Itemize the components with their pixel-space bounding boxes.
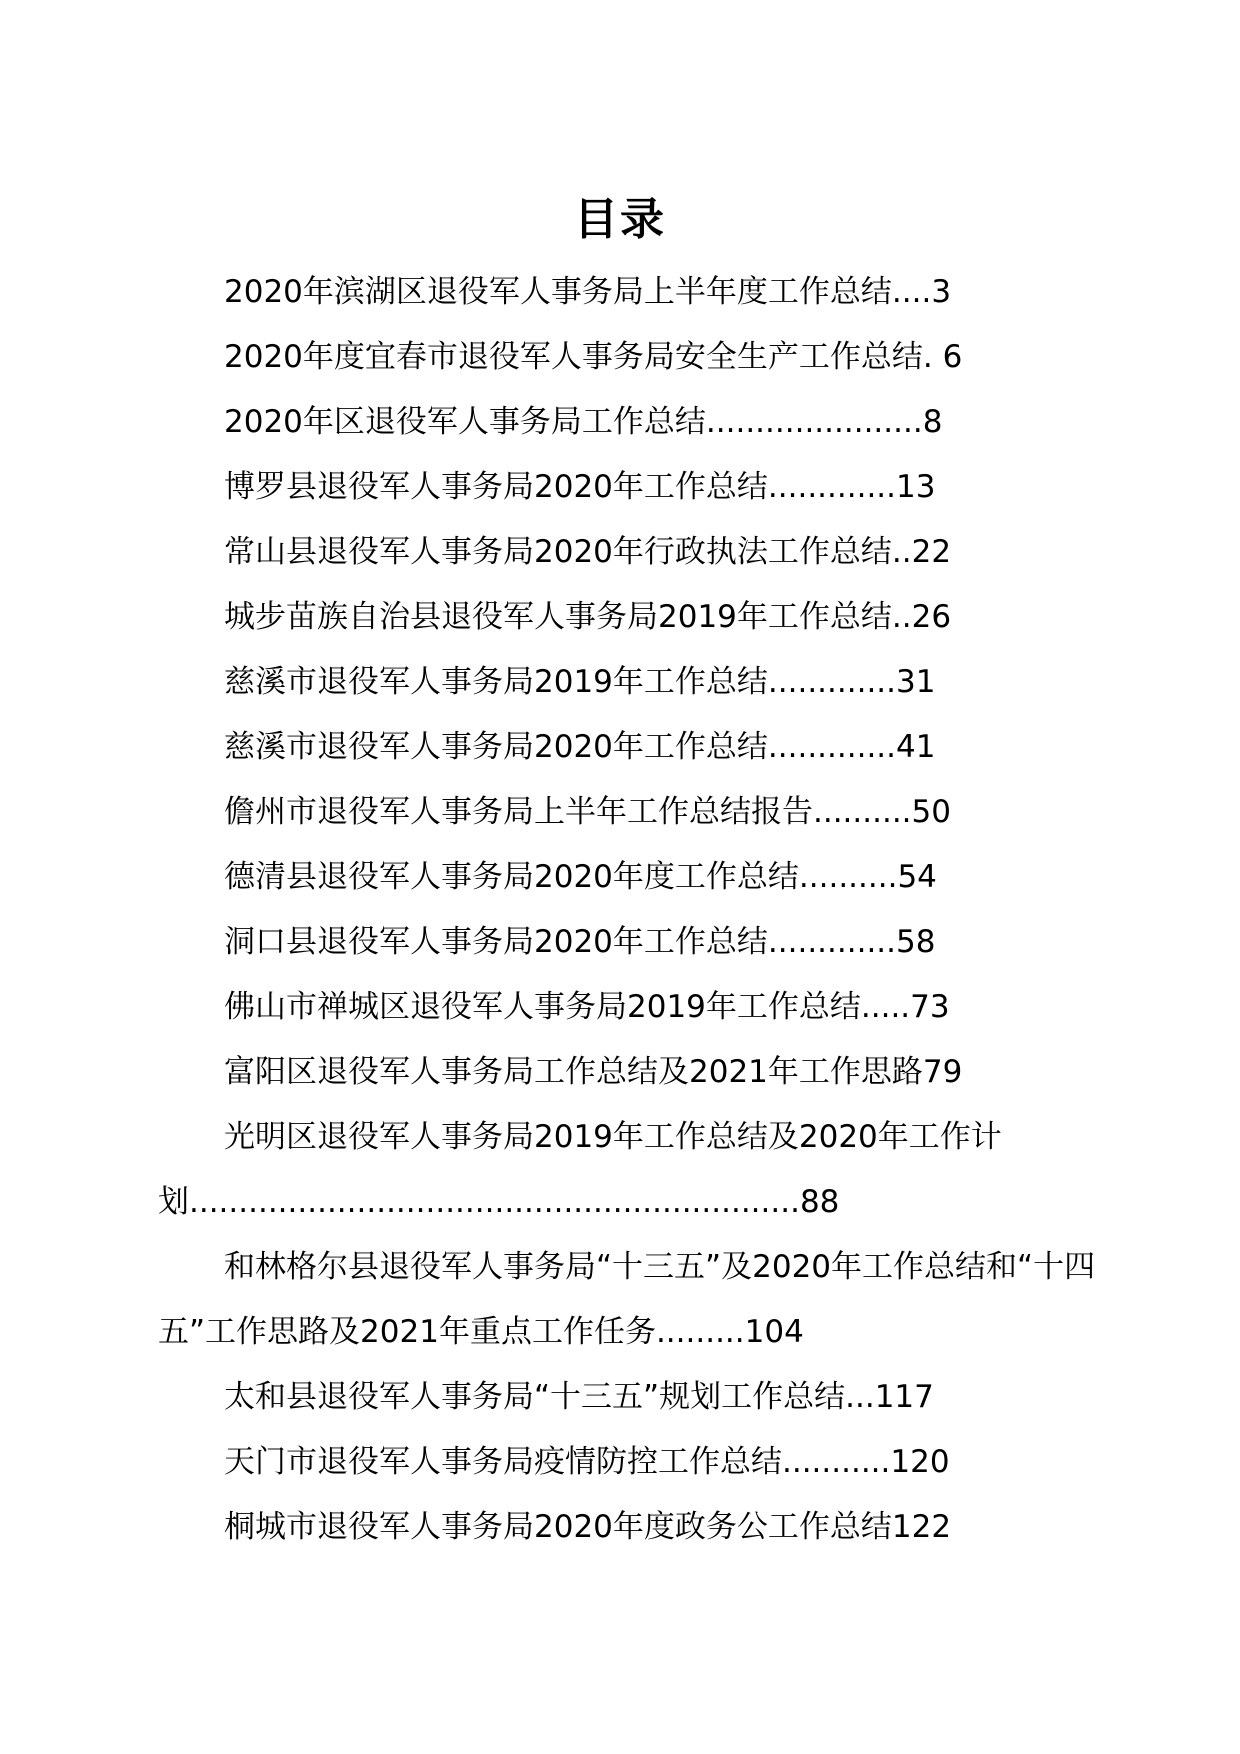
toc-entry[interactable] xyxy=(158,1235,1098,1365)
toc-entry-leader: .... xyxy=(891,274,932,310)
toc-entry-leader: .......... xyxy=(798,859,898,895)
toc-entry-title: 2020年度宜春市退役军人事务局安全生产工作总结 xyxy=(224,339,923,375)
toc-entry-leader: ............. xyxy=(767,664,897,700)
toc-entry-leader: ............. xyxy=(767,729,897,765)
toc-entry-title: 2020年区退役军人事务局工作总结 xyxy=(224,404,706,440)
toc-entry-leader: ... xyxy=(845,1379,875,1415)
toc-entry[interactable] xyxy=(158,780,1098,845)
toc-entry-title: 天门市退役军人事务局疫情防控工作总结 xyxy=(224,1444,782,1480)
toc-entry-leader: ......... xyxy=(655,1314,745,1350)
toc-entry-leader: .............................................................. xyxy=(189,1184,800,1220)
toc-entry-leader: ............. xyxy=(767,924,897,960)
toc-entry-page: 13 xyxy=(896,469,936,505)
toc-entry-page: 6 xyxy=(942,339,963,375)
toc-entry-title: 儋州市退役军人事务局上半年工作总结报告 xyxy=(224,794,813,830)
toc-entry-page: 50 xyxy=(911,794,951,830)
toc-entry[interactable] xyxy=(158,910,1098,975)
toc-entry-title: 佛山市禅城区退役军人事务局2019年工作总结 xyxy=(224,989,861,1025)
toc-entry-page: 73 xyxy=(910,989,950,1025)
toc-entry-leader: .......... xyxy=(813,794,912,830)
toc-entry-page: 26 xyxy=(911,599,952,635)
toc-entry-title: 常山县退役军人事务局2020年行政执法工作总结 xyxy=(224,534,892,570)
toc-entry-page: 22 xyxy=(911,534,952,570)
toc-entry[interactable] xyxy=(158,390,1098,455)
toc-entry-leader: ............. xyxy=(767,469,897,505)
toc-entry-page: 79 xyxy=(922,1054,963,1090)
toc-entry[interactable] xyxy=(158,1105,1098,1235)
toc-entry-page: 54 xyxy=(897,859,937,895)
toc-entry-title: 和林格尔县退役军人事务局“十三五”及2020年工作总结和“十四五”工作思路及2021年重点工作任务 xyxy=(158,1249,1096,1350)
toc-entry-title: 博罗县退役军人事务局2020年工作总结 xyxy=(224,469,768,505)
toc-entry-page: 58 xyxy=(896,924,936,960)
toc-entry[interactable] xyxy=(158,260,1098,325)
toc-entry[interactable] xyxy=(158,975,1098,1040)
toc-entry[interactable] xyxy=(158,325,1098,390)
toc-entry-title: 富阳区退役军人事务局工作总结及2021年工作思路 xyxy=(224,1054,923,1090)
toc-entry-title: 德清县退役军人事务局2020年度工作总结 xyxy=(224,859,799,895)
toc-entry-page: 88 xyxy=(799,1184,840,1220)
toc-entry[interactable] xyxy=(158,650,1098,715)
toc-entry-title: 洞口县退役军人事务局2020年工作总结 xyxy=(224,924,768,960)
toc-entry-title: 慈溪市退役军人事务局2020年工作总结 xyxy=(224,729,768,765)
toc-entry-page: 104 xyxy=(744,1314,804,1350)
toc-entry[interactable] xyxy=(158,520,1098,585)
toc-entry-title: 慈溪市退役军人事务局2019年工作总结 xyxy=(224,664,768,700)
toc-entry[interactable] xyxy=(158,455,1098,520)
toc-entry[interactable] xyxy=(158,585,1098,650)
toc-entry-leader: .. xyxy=(891,534,912,570)
toc-entry-leader: ........... xyxy=(782,1444,891,1480)
toc-entry-page: 122 xyxy=(891,1509,952,1545)
toc-entry[interactable] xyxy=(158,1365,1098,1430)
toc-entry-title: 桐城市退役军人事务局2020年度政务公工作总结 xyxy=(224,1509,892,1545)
toc-entry-page: 8 xyxy=(922,404,943,440)
toc-list xyxy=(158,260,1098,1560)
toc-entry-page: 41 xyxy=(896,729,936,765)
toc-entry-page: 117 xyxy=(874,1379,934,1415)
toc-entry[interactable] xyxy=(158,715,1098,780)
toc-entry-leader: ..... xyxy=(860,989,911,1025)
toc-entry[interactable] xyxy=(158,1495,1098,1560)
toc-entry-leader: .. xyxy=(891,599,912,635)
toc-entry[interactable] xyxy=(158,1430,1098,1495)
toc-entry-page: 31 xyxy=(896,664,936,700)
toc-entry-page: 3 xyxy=(931,274,952,310)
toc-entry[interactable] xyxy=(158,1040,1098,1105)
toc-entry-page: 120 xyxy=(890,1444,950,1480)
toc-entry-leader: . xyxy=(922,339,943,375)
toc-title: 目录 xyxy=(574,194,666,245)
toc-entry[interactable] xyxy=(158,845,1098,910)
toc-entry-title: 2020年滨湖区退役军人事务局上半年度工作总结 xyxy=(224,274,892,310)
toc-entry-title: 太和县退役军人事务局“十三五”规划工作总结 xyxy=(224,1379,846,1415)
toc-entry-title: 光明区退役军人事务局2019年工作总结及2020年工作计划 xyxy=(158,1119,1002,1220)
toc-entry-title: 城步苗族自治县退役军人事务局2019年工作总结 xyxy=(224,599,892,635)
toc-entry-leader: ...................... xyxy=(705,404,923,440)
